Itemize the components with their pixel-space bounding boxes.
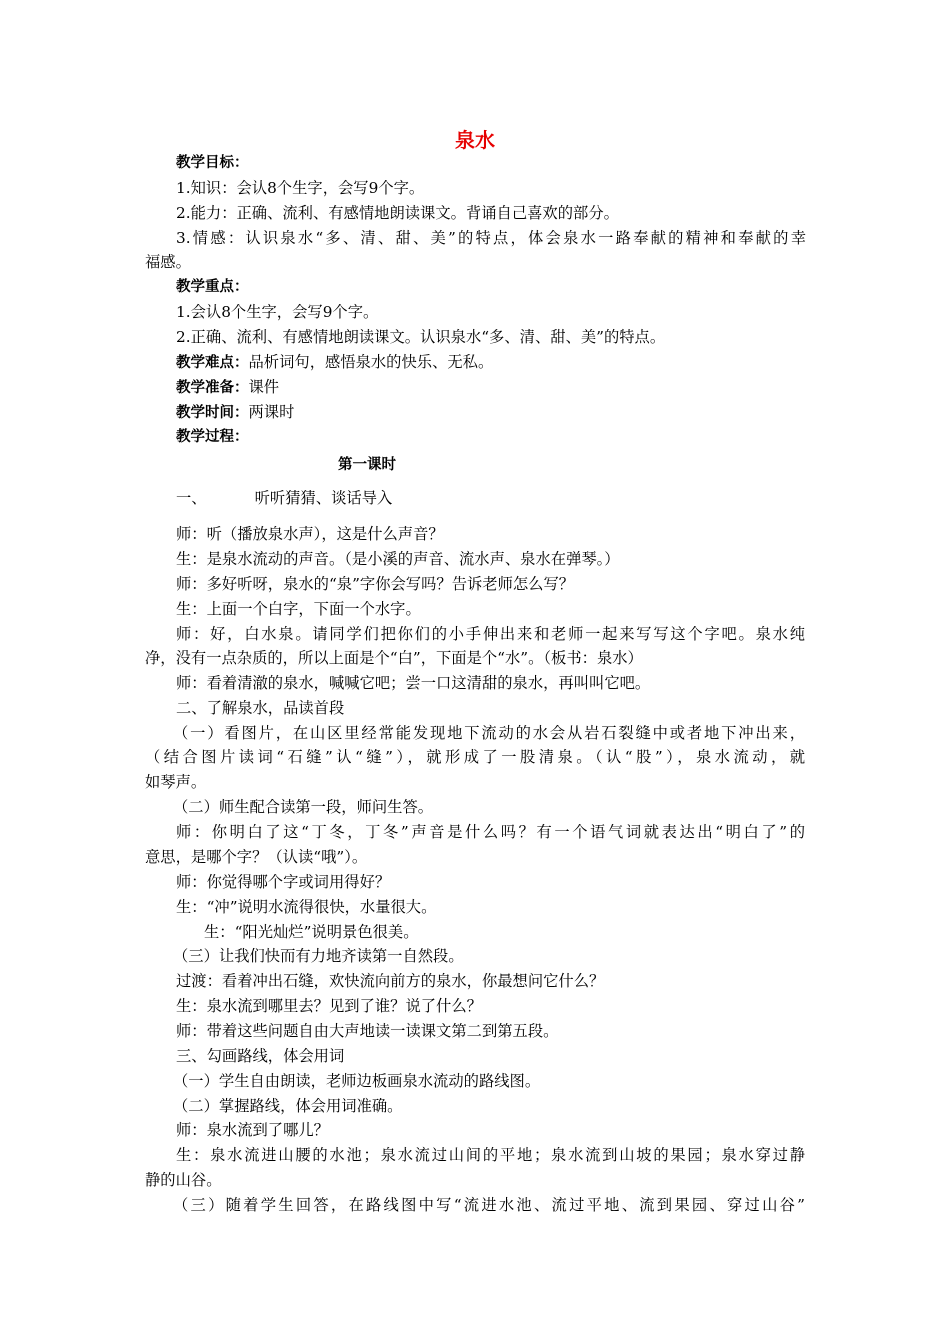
text-line: （一）学生自由朗读，老师边板画泉水流动的路线图。 <box>173 1072 541 1090</box>
difficulty-label: 教学难点： <box>176 355 249 371</box>
page-title: 泉水 <box>455 128 495 152</box>
text-line: 生：“阳光灿烂”说明景色很美。 <box>204 923 419 941</box>
prep-text: 课件 <box>248 378 280 396</box>
objective-line: 3.情感：认识泉水“多、清、甜、美”的特点，体会泉水一路奉献的精神和奉献的幸 <box>176 229 806 247</box>
text-line: （二）掌握路线，体会用词准确。 <box>173 1097 403 1115</box>
time-label: 教学时间： <box>176 405 249 421</box>
text-line: 师：你觉得哪个字或词用得好？ <box>176 873 391 891</box>
objective-line: 福感。 <box>145 253 191 271</box>
text-line: 师：你明白了这“丁冬，丁冬”声音是什么吗？有一个语气词就表达出“明白了”的 <box>176 823 805 841</box>
section-title: 听听猜猜、谈话导入 <box>254 489 393 507</box>
text-line: 师：多好听呀，泉水的“泉”字你会写吗？告诉老师怎么写？ <box>176 575 575 593</box>
time-row <box>176 400 846 425</box>
text-line: 净，没有一点杂质的，所以上面是个“白”，下面是个“水”。（板书：泉水） <box>145 649 643 667</box>
section-number: 一、 <box>176 489 207 507</box>
text-line: 意思，是哪个字？（认读“哦”）。 <box>145 848 368 866</box>
prep-row <box>176 375 846 400</box>
text-line: 师：听（播放泉水声），这是什么声音？ <box>176 525 444 543</box>
text-line: 如琴声。 <box>145 773 207 791</box>
text-line: 静的山谷。 <box>145 1171 222 1189</box>
key-heading: 教学重点： <box>176 279 249 295</box>
text-line: 生：泉水流进山腰的水池；泉水流过山间的平地；泉水流到山坡的果园；泉水穿过静 <box>176 1146 805 1164</box>
text-line: 师：看着清澈的泉水，喊喊它吧；尝一口这清甜的泉水，再叫叫它吧。 <box>176 674 651 692</box>
text-line: （三）让我们快而有力地齐读第一自然段。 <box>173 947 464 965</box>
text-line: 生：是泉水流动的声音。（是小溪的声音、流水声、泉水在弹琴。） <box>176 550 620 568</box>
section-heading-3: 三、勾画路线，体会用词 <box>176 1047 345 1065</box>
process-heading: 教学过程： <box>176 429 249 445</box>
text-line: 生：泉水流到哪里去？见到了谁？说了什么？ <box>176 997 482 1015</box>
text-line: （三）随着学生回答，在路线图中写“流进水池、流过平地、流到果园、穿过山谷” <box>173 1196 805 1214</box>
difficulty-text: 品析词句，感悟泉水的快乐、无私。 <box>248 353 494 371</box>
text-line: （结合图片读词“石缝”认“缝”），就形成了一股清泉。（认“股”），泉水流动，就 <box>145 748 805 766</box>
key-point-line: 1.会认8个生字，会写9个字。 <box>176 303 379 321</box>
key-point-line: 2.正确、流利、有感情地朗读课文。认识泉水“多、清、甜、美”的特点。 <box>176 328 666 346</box>
text-line: 生：上面一个白字，下面一个水字。 <box>176 600 421 618</box>
text-line: （一）看图片，在山区里经常能发现地下流动的水会从岩石裂缝中或者地下冲出来， <box>173 724 805 742</box>
difficulty-row <box>176 350 846 375</box>
time-text: 两课时 <box>248 403 295 421</box>
prep-label: 教学准备： <box>176 380 249 396</box>
lesson-heading: 第一课时 <box>338 457 396 473</box>
objective-line: 1.知识：会认8个生字，会写9个字。 <box>176 179 425 197</box>
text-line: 生：“冲”说明水流得很快，水量很大。 <box>176 898 437 916</box>
text-line: （二）师生配合读第一段，师问生答。 <box>173 798 434 816</box>
section-heading <box>176 486 846 510</box>
objectives-heading: 教学目标： <box>176 155 249 171</box>
section-heading-2: 二、了解泉水，品读首段 <box>176 699 345 717</box>
text-line: 师：好，白水泉。请同学们把你们的小手伸出来和老师一起来写写这个字吧。泉水纯 <box>176 625 805 643</box>
text-line: 师：泉水流到了哪儿？ <box>176 1121 329 1139</box>
text-line: 师：带着这些问题自由大声地读一读课文第二到第五段。 <box>176 1022 559 1040</box>
text-line: 过渡：看着冲出石缝，欢快流向前方的泉水，你最想问它什么？ <box>176 972 605 990</box>
objective-line: 2.能力：正确、流利、有感情地朗读课文。背诵自己喜欢的部分。 <box>176 204 619 222</box>
